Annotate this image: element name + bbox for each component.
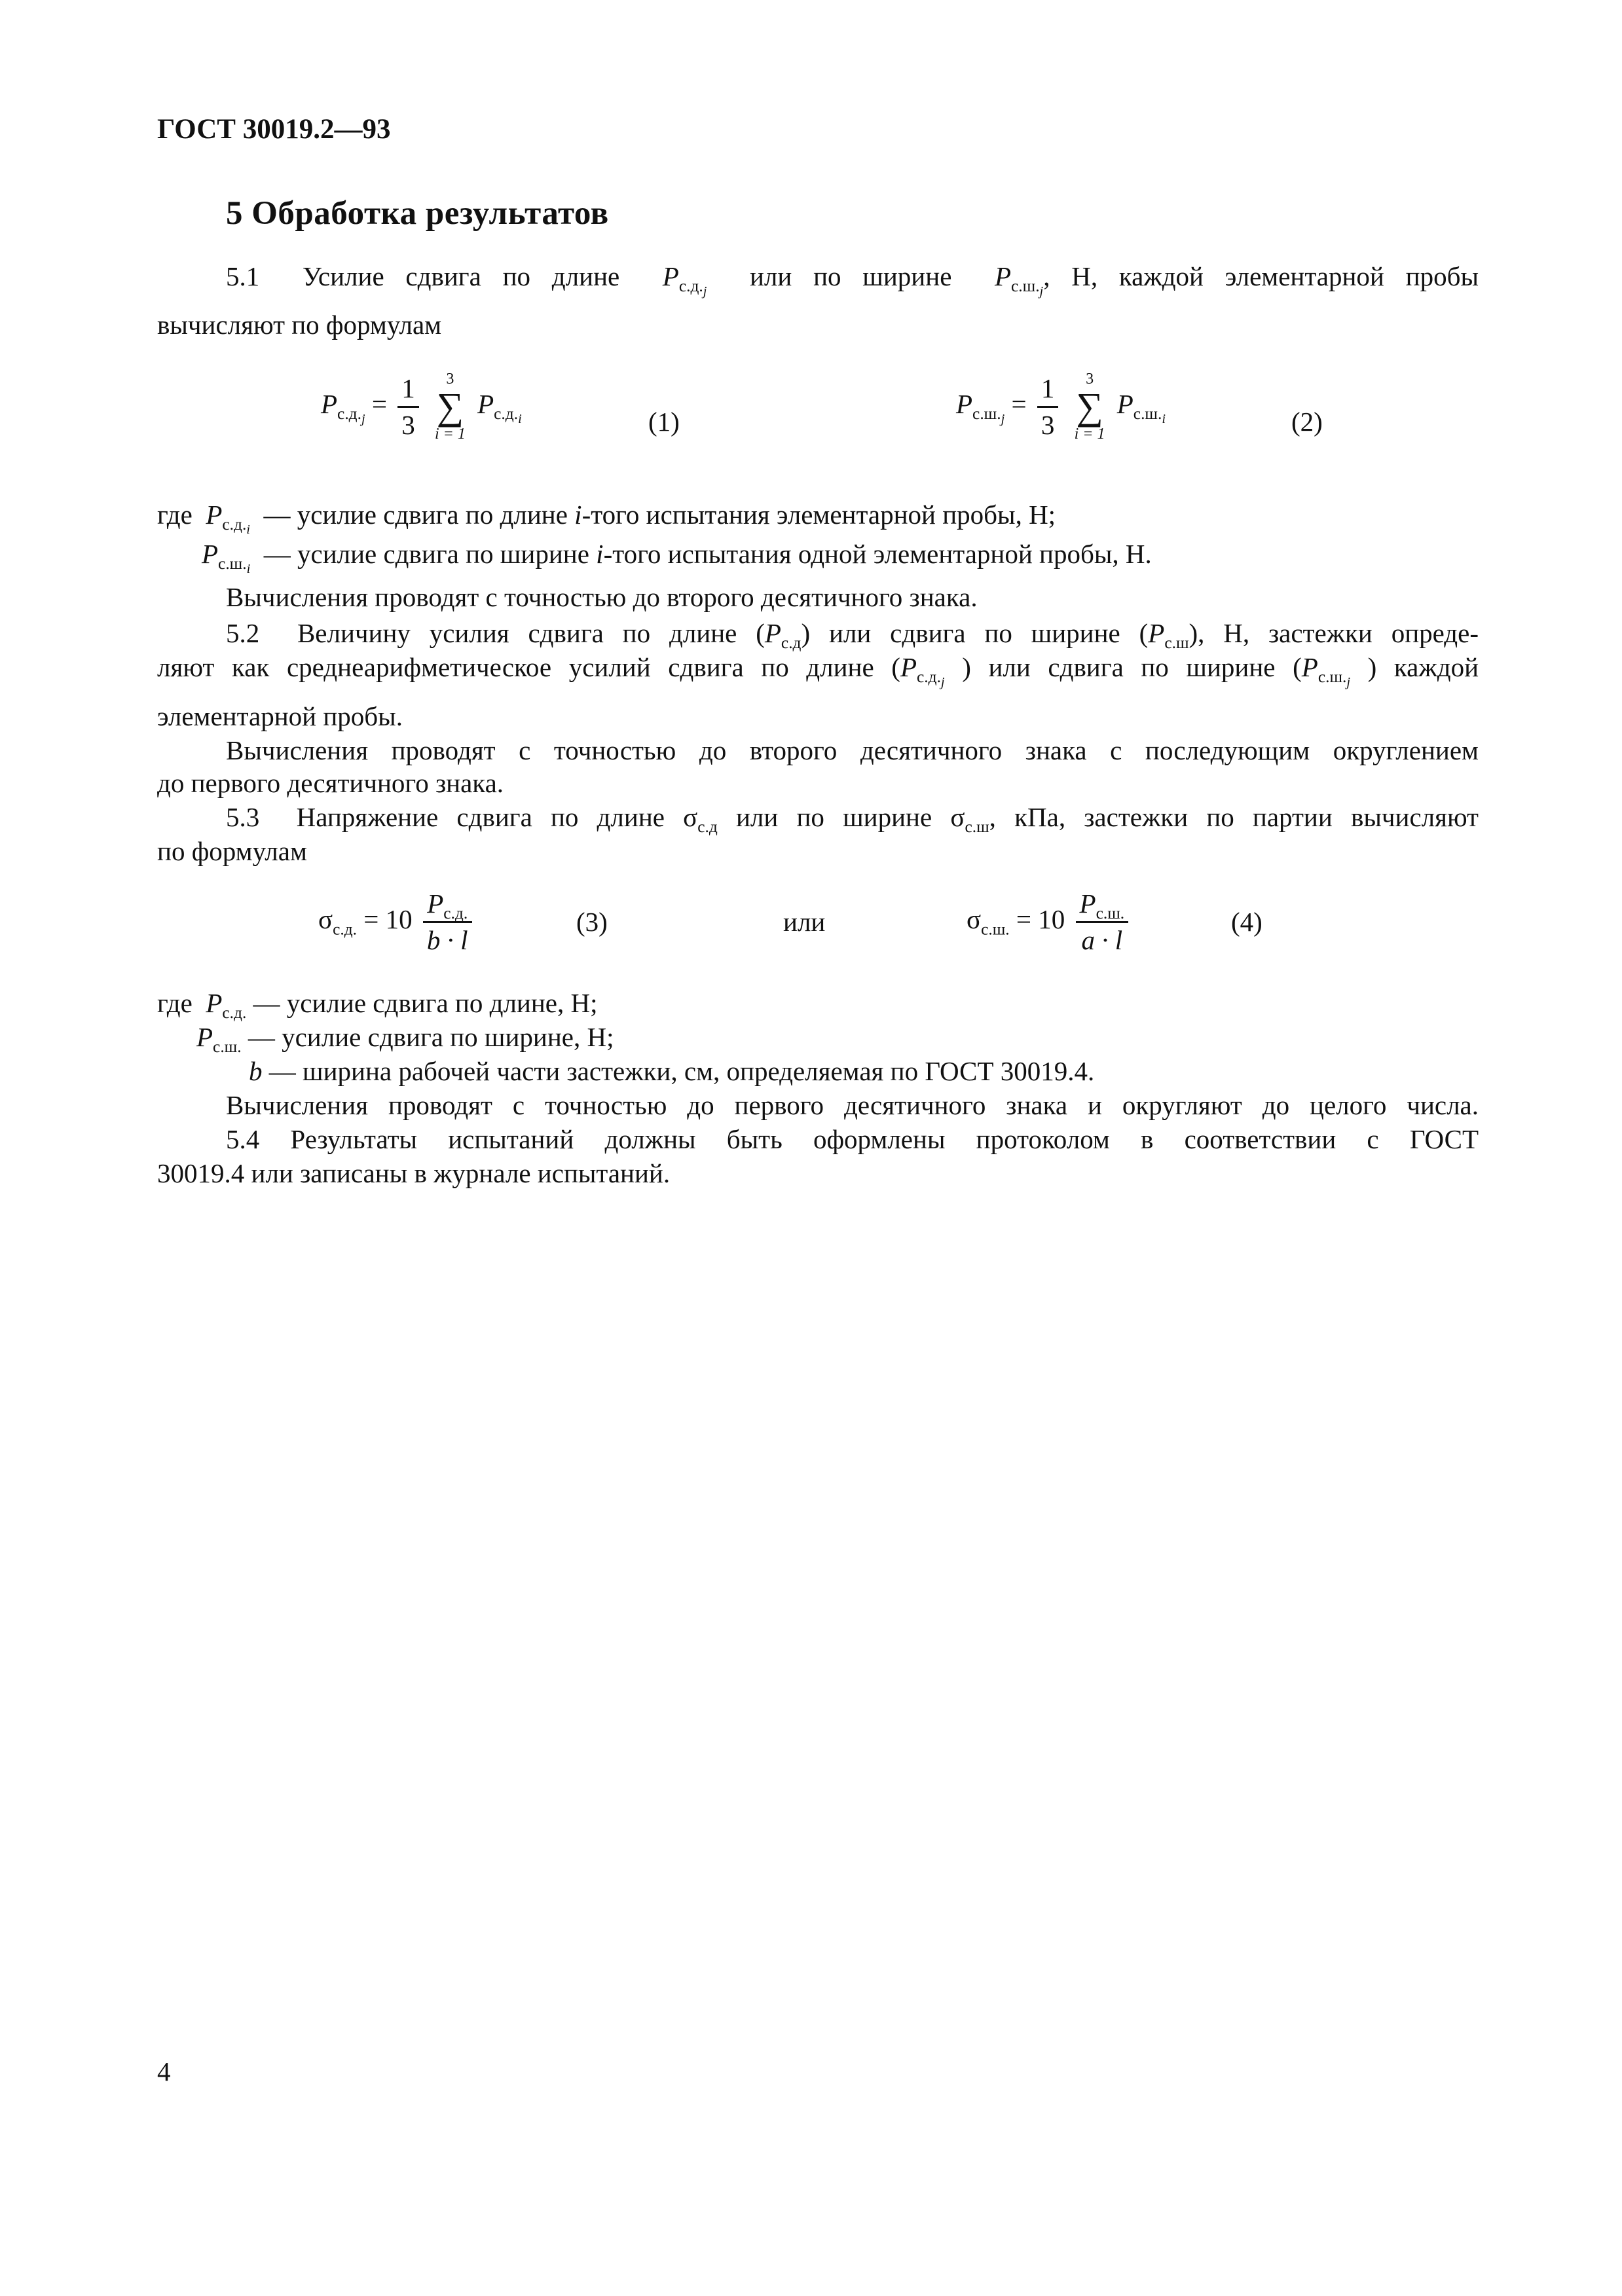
accuracy-note-3: Вычисления проводят с точностью до первого десятичного знака и округляют до целого числа. (226, 1090, 1479, 1120)
clause-number: 5.1 (226, 261, 260, 291)
accuracy-note-1: Вычисления проводят с точностью до второго десятичного знака. (226, 582, 978, 612)
equation-number-3: (3) (576, 907, 608, 937)
p54-line2: 30019.4 или записаны в журнале испытаний. (157, 1158, 671, 1188)
where2-line2: $P_{с.ш.}$ — усилие сдвига по ширине, Н; (196, 1022, 614, 1057)
section-title: 5 Обработка результатов (226, 195, 609, 232)
p53-line2: по формулам (157, 836, 307, 866)
p53-line1: 5.3 Напряжение сдвига по длине $\sigma_{с.д}$ или по ширине $\sigma_{с.ш}$, кПа, застежки по партии вычисляют (226, 802, 1479, 837)
where1-line2: $P_{с.ш._i}$ — усилие сдвига по ширине i-того испытания одной элементарной пробы, Н. (202, 539, 1152, 577)
accuracy-note-2b: до первого десятичного знака. (157, 768, 504, 798)
equation-number-2: (2) (1291, 407, 1323, 437)
p54-line1: 5.4 Результаты испытаний должны быть оформлены протоколом в соответствии с ГОСТ (226, 1124, 1479, 1154)
formula-or: или (783, 907, 826, 937)
equation-number-4: (4) (1231, 907, 1263, 937)
p52-line2: ляют как среднеарифметическое усилий сдвига по длине ($P_{с.д._j}$ ) или сдвига по ширине ($P_{с.ш._j}$ ) каждой (157, 652, 1479, 690)
where2-line1: где $P_{с.д.}$ — усилие сдвига по длине, Н; (157, 988, 598, 1023)
formula-1: $P_{с.д._j}$ = $\frac{1}{3}$ 3 ∑ i = 1 $P_{с.д._i}$ (321, 371, 522, 443)
accuracy-note-2a: Вычисления проводят с точностью до второго десятичного знака с последующим округлением (226, 735, 1479, 765)
formula-4: $\sigma_{с.ш.} = 10$ $\frac{P_{с.ш.}}{a \cdot l}$ (967, 888, 1132, 957)
page-number: 4 (157, 2056, 171, 2086)
p52-line3: элементарной пробы. (157, 701, 403, 731)
p51-line2: вычисляют по формулам (157, 310, 442, 340)
where2-line3: b — ширина рабочей части застежки, см, определяемая по ГОСТ 30019.4. (249, 1056, 1095, 1086)
p52-line1: 5.2 Величину усилия сдвига по длине $(P_{с.д})$ или сдвига по ширине $(P_{с.ш})$, Н, застежки опреде- (226, 618, 1479, 653)
p51-line1: 5.1 Усилие сдвига по длине $P_{с.д._j}$ или по ширине $P_{с.ш._j}$, Н, каждой элементарной пробы (226, 261, 1479, 299)
equation-number-1: (1) (648, 407, 680, 437)
where1-line1: где $P_{с.д._i}$ — усилие сдвига по длине i-того испытания элементарной пробы, Н; (157, 500, 1056, 538)
standard-designation: ГОСТ 30019.2—93 (157, 114, 391, 145)
formula-2: $P_{с.ш._j}$ = $\frac{1}{3}$ 3 ∑ i = 1 $P_{с.ш._i}$ (956, 371, 1166, 443)
formula-3: $\sigma_{с.д.} = 10$ $\frac{P_{с.д.}}{b \cdot l}$ (318, 888, 476, 957)
